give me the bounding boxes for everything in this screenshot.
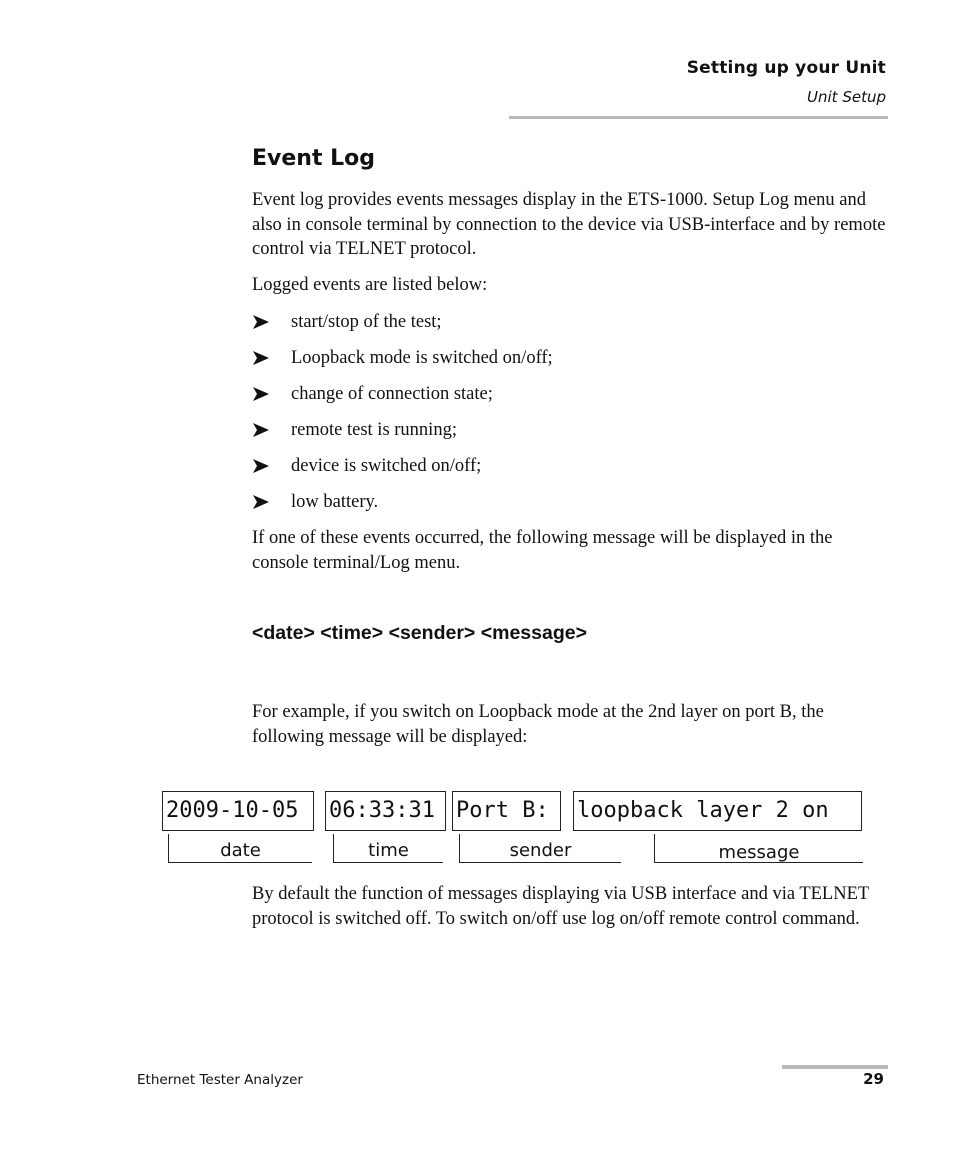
time-caption: time — [333, 834, 443, 863]
running-header-subtitle: Unit Setup — [807, 88, 886, 106]
footer-doc-title: Ethernet Tester Analyzer — [137, 1072, 303, 1088]
list-item-text: change of connection state; — [291, 384, 493, 404]
lcd-sender-field: Port B: — [452, 791, 561, 831]
header-rule — [509, 116, 888, 119]
lcd-date-field: 2009-10-05 — [162, 791, 314, 831]
list-item-text: low battery. — [291, 492, 379, 512]
section-heading: Event Log — [252, 146, 376, 171]
list-item-text: start/stop of the test; — [291, 312, 442, 332]
arrow-bullet-icon — [252, 386, 270, 402]
list-intro: Logged events are listed below: — [252, 275, 488, 295]
lcd-time-field: 06:33:31 — [325, 791, 446, 831]
message-format-heading: <date> <time> <sender> <message> — [252, 622, 587, 644]
list-item-text: Loopback mode is switched on/off; — [291, 348, 553, 368]
arrow-bullet-icon — [252, 494, 270, 510]
closing-paragraph: By default the function of messages displaying via USB interface and via TELNET protocol is switched off. To switch on/off use log on/off remote control command. — [252, 884, 869, 929]
example-intro-paragraph: For example, if you switch on Loopback mode at the 2nd layer on port B, the following message will be displayed: — [252, 702, 824, 747]
message-caption: message — [654, 834, 863, 863]
arrow-bullet-icon — [252, 422, 270, 438]
list-item-text: device is switched on/off; — [291, 456, 482, 476]
date-caption: date — [168, 834, 312, 863]
page-number: 29 — [863, 1070, 884, 1088]
running-header-title: Setting up your Unit — [686, 58, 886, 78]
intro-paragraph: Event log provides events messages display in the ETS-1000. Setup Log menu and also in console terminal by connection to the device via USB-interface and by remote control via TELNET protocol. — [252, 190, 886, 259]
list-item-text: remote test is running; — [291, 420, 457, 440]
lcd-message-field: loopback layer 2 on — [573, 791, 862, 831]
arrow-bullet-icon — [252, 314, 270, 330]
footer-rule — [782, 1065, 888, 1069]
arrow-bullet-icon — [252, 458, 270, 474]
arrow-bullet-icon — [252, 350, 270, 366]
after-list-paragraph: If one of these events occurred, the following message will be displayed in the console terminal/Log menu. — [252, 528, 833, 573]
sender-caption: sender — [459, 834, 621, 863]
